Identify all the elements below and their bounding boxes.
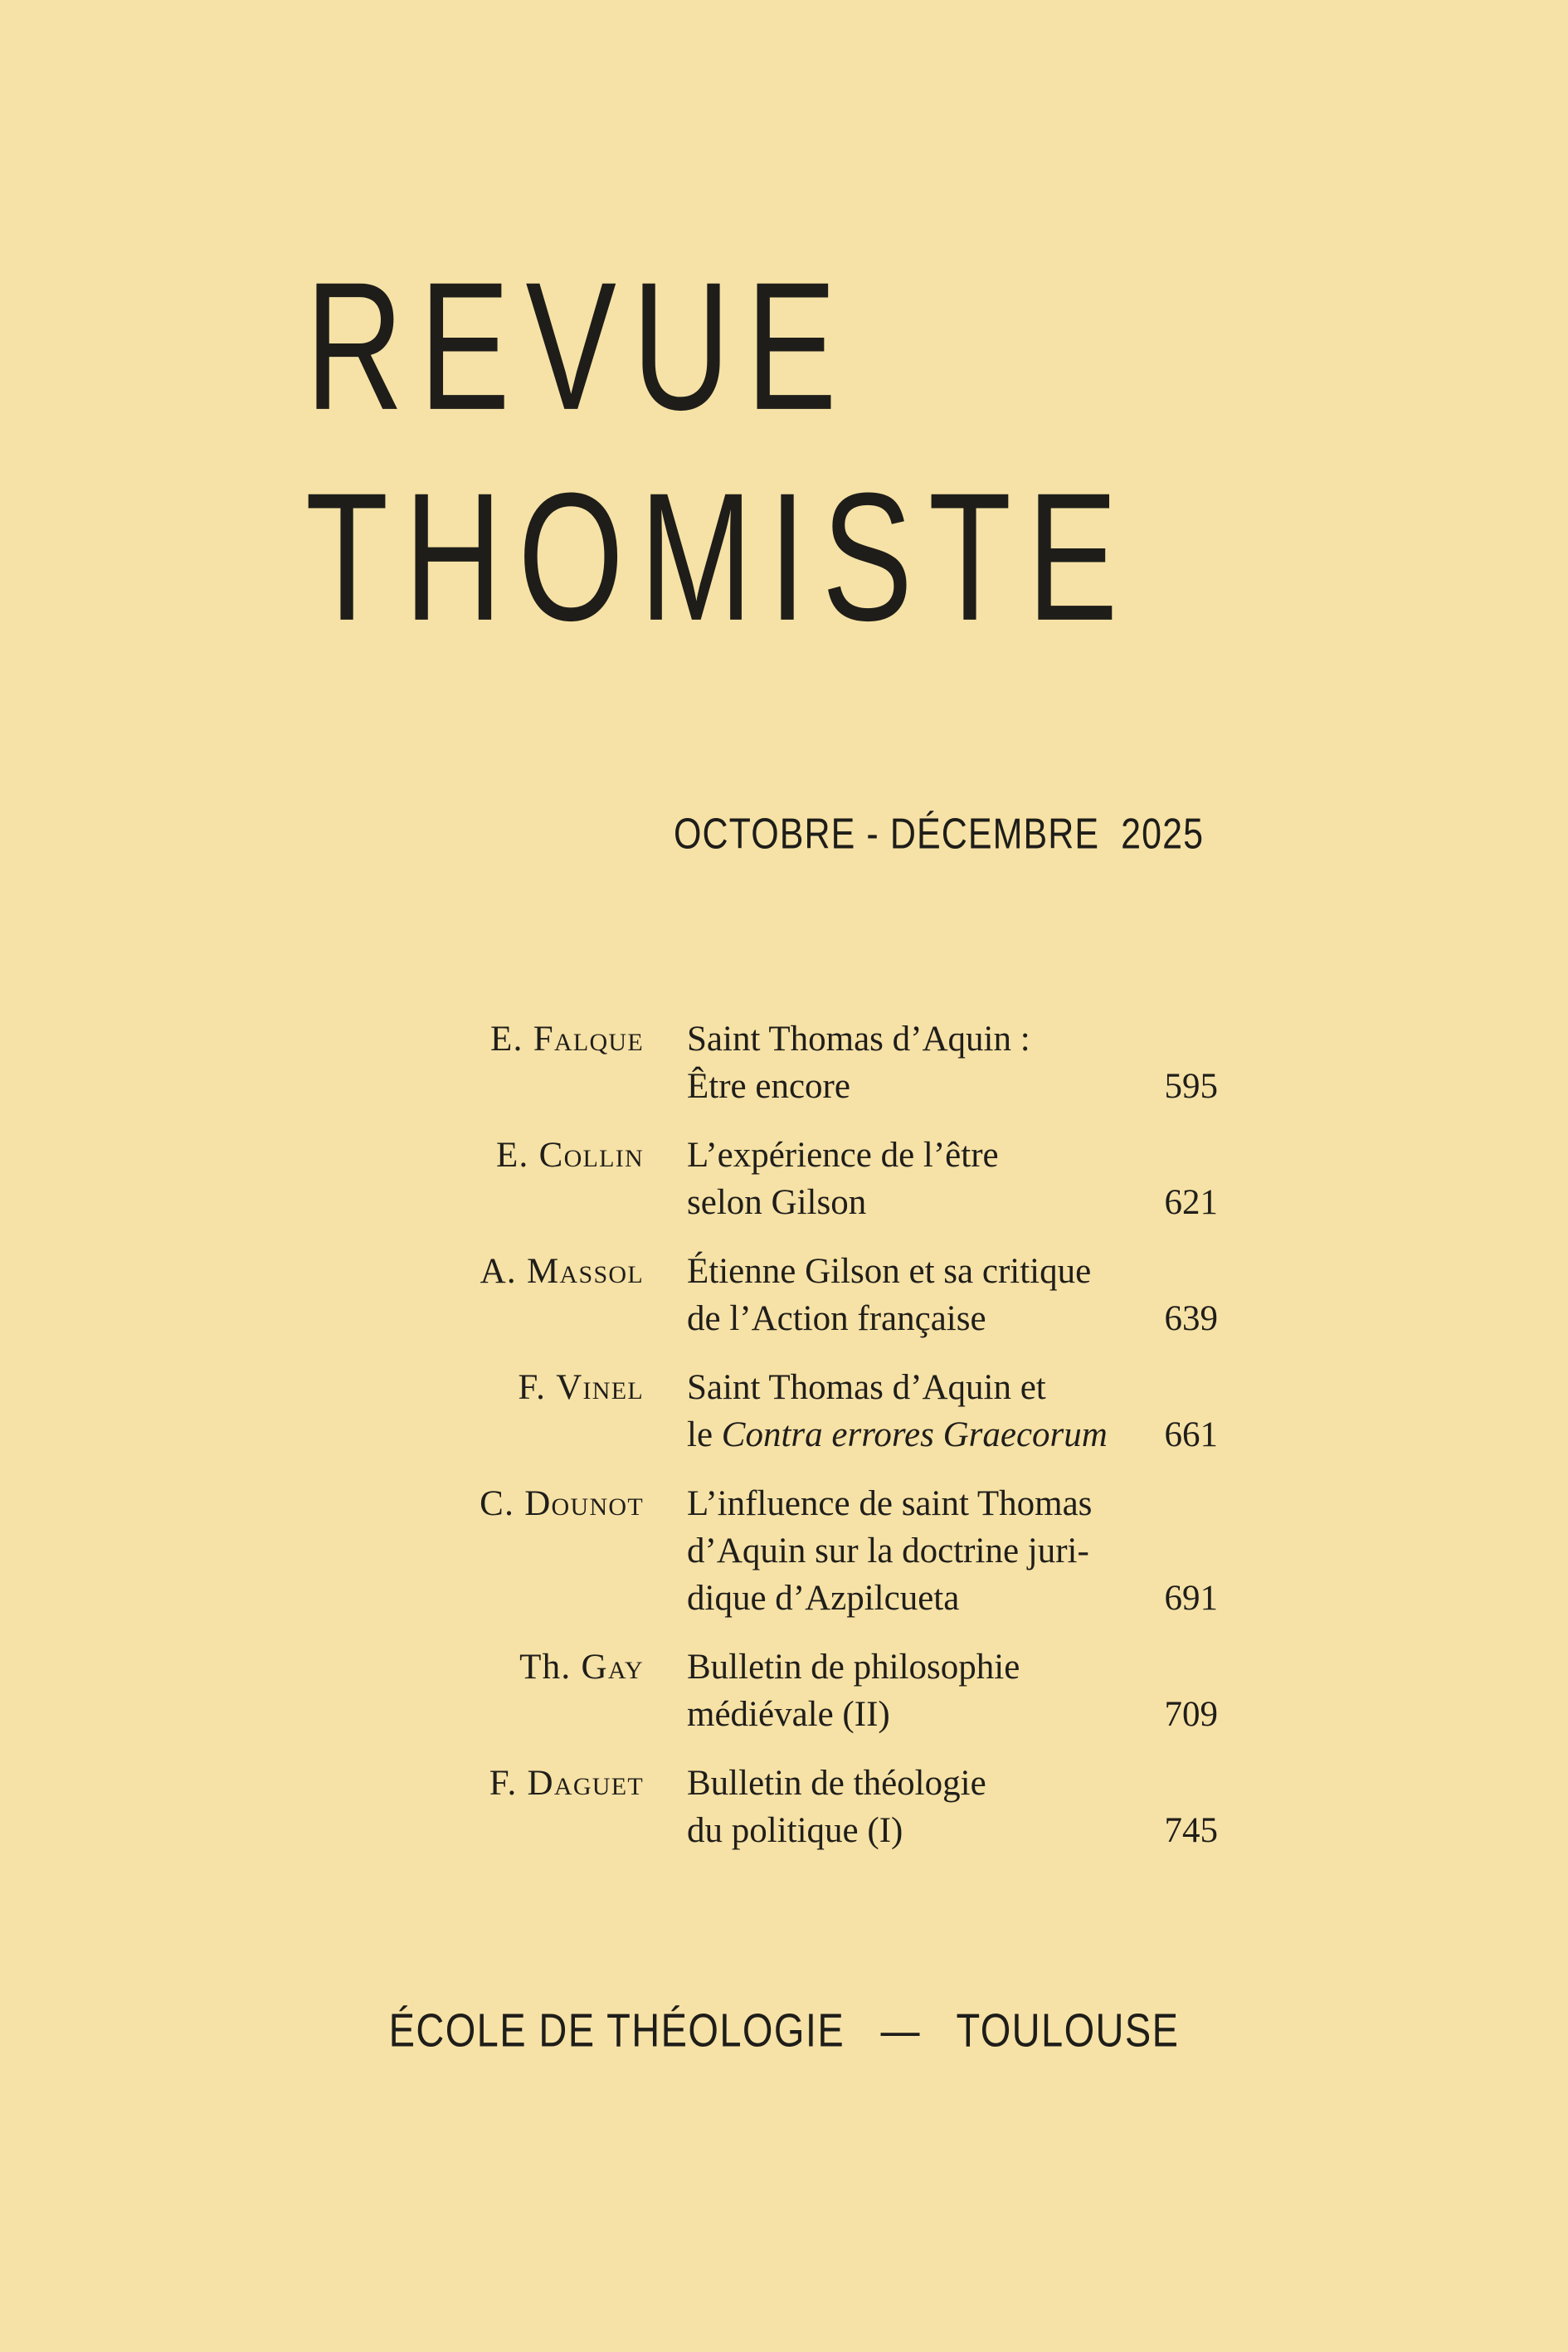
toc-author bbox=[0, 1480, 644, 1622]
toc-article-title-line bbox=[687, 1575, 1108, 1622]
toc-title-segment: selon Gilson bbox=[687, 1183, 867, 1222]
toc-page-number: 709 bbox=[1164, 1695, 1218, 1734]
toc-author-surname: Dounot bbox=[524, 1484, 644, 1523]
journal-title-line1: REVUE bbox=[305, 244, 853, 448]
toc-author-surname: Massol bbox=[527, 1252, 644, 1291]
toc-author bbox=[0, 1015, 644, 1110]
toc-title-segment: Être encore bbox=[687, 1067, 850, 1106]
toc-article-title-line bbox=[687, 1248, 1108, 1295]
toc-article-title bbox=[644, 1015, 1108, 1110]
toc-author-initials: E. bbox=[495, 1136, 539, 1175]
toc-article-title-line bbox=[687, 1411, 1108, 1458]
issue-date: OCTOBRE - DÉCEMBRE 2025 bbox=[674, 810, 1205, 859]
toc-title-segment: de l’Action française bbox=[687, 1299, 986, 1338]
toc-article-title-line bbox=[687, 1295, 1108, 1342]
toc-author-surname: Daguet bbox=[527, 1764, 644, 1803]
toc-list bbox=[0, 1015, 1218, 1876]
toc-article-title-line bbox=[687, 1691, 1108, 1738]
toc-title-segment: du politique (I) bbox=[687, 1811, 903, 1850]
toc-author-initials: E. bbox=[490, 1020, 533, 1059]
toc-author-initials: C. bbox=[480, 1484, 525, 1523]
toc-author-surname: Falque bbox=[533, 1020, 644, 1059]
toc-entry bbox=[0, 1480, 1218, 1622]
toc-title-segment: dique d’Azpilcueta bbox=[687, 1579, 960, 1618]
toc-page-number: 639 bbox=[1164, 1299, 1218, 1338]
publisher-imprint: ÉCOLE DE THÉOLOGIE — TOULOUSE bbox=[388, 2003, 1180, 2057]
toc-article-title-line bbox=[687, 1179, 1108, 1226]
toc-title-segment: Étienne Gilson et sa critique bbox=[687, 1252, 1092, 1291]
toc-author bbox=[0, 1132, 644, 1226]
toc-page-number: 595 bbox=[1164, 1067, 1218, 1106]
toc-page-number: 661 bbox=[1164, 1415, 1218, 1454]
toc-author-initials: F. bbox=[489, 1764, 528, 1803]
toc-page-number: 621 bbox=[1164, 1183, 1218, 1222]
toc-article-title-line bbox=[687, 1015, 1108, 1063]
toc-title-segment: Bulletin de théologie bbox=[687, 1764, 986, 1803]
journal-title-line2: THOMISTE bbox=[305, 455, 1134, 659]
toc-title-segment: Bulletin de philosophie bbox=[687, 1648, 1020, 1687]
toc-article-title bbox=[644, 1364, 1108, 1458]
toc-page-number: 691 bbox=[1164, 1579, 1218, 1618]
toc-entry bbox=[0, 1364, 1218, 1458]
toc-title-segment: le bbox=[687, 1415, 722, 1454]
toc-title-segment: L’influence de saint Thomas bbox=[687, 1484, 1093, 1523]
toc-author bbox=[0, 1248, 644, 1342]
toc-page-number: 745 bbox=[1164, 1811, 1218, 1850]
toc-author-surname: Gay bbox=[581, 1648, 644, 1687]
toc-author bbox=[0, 1364, 644, 1458]
toc-article-title-line bbox=[687, 1480, 1108, 1527]
toc-author-initials: Th. bbox=[519, 1648, 582, 1687]
toc-title-italic-segment: Contra errores Graecorum bbox=[721, 1415, 1108, 1454]
toc-article-title-line bbox=[687, 1760, 1108, 1807]
toc-article-title bbox=[644, 1643, 1108, 1738]
toc-entry bbox=[0, 1643, 1218, 1738]
toc-entry bbox=[0, 1132, 1218, 1226]
toc-title-segment: Saint Thomas d’Aquin et bbox=[687, 1368, 1046, 1407]
toc-author-initials: A. bbox=[480, 1252, 527, 1291]
toc-author-initials: F. bbox=[518, 1368, 557, 1407]
toc-author bbox=[0, 1760, 644, 1854]
toc-title-segment: d’Aquin sur la doctrine juri- bbox=[687, 1531, 1089, 1570]
toc-article-title bbox=[644, 1760, 1108, 1854]
toc-author bbox=[0, 1643, 644, 1738]
toc-title-segment: L’expérience de l’être bbox=[687, 1136, 999, 1175]
toc-author-surname: Collin bbox=[538, 1136, 644, 1175]
toc-article-title-line bbox=[687, 1527, 1108, 1575]
toc-article-title-line bbox=[687, 1063, 1108, 1110]
toc-article-title-line bbox=[687, 1807, 1108, 1854]
toc-article-title bbox=[644, 1132, 1108, 1226]
toc-entry bbox=[0, 1015, 1218, 1110]
toc-entry bbox=[0, 1760, 1218, 1854]
toc-title-segment: médiévale (II) bbox=[687, 1695, 890, 1734]
toc-article-title-line bbox=[687, 1364, 1108, 1411]
toc-article-title-line bbox=[687, 1132, 1108, 1179]
toc-entry bbox=[0, 1248, 1218, 1342]
toc-article-title-line bbox=[687, 1643, 1108, 1691]
toc-article-title bbox=[644, 1480, 1108, 1622]
toc-title-segment: Saint Thomas d’Aquin : bbox=[687, 1020, 1030, 1059]
toc-author-surname: Vinel bbox=[556, 1368, 644, 1407]
toc-article-title bbox=[644, 1248, 1108, 1342]
